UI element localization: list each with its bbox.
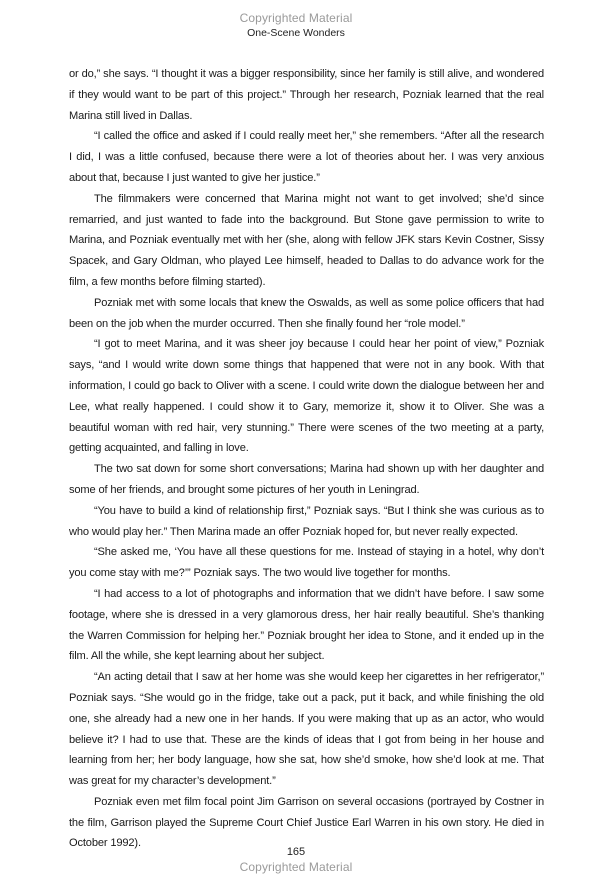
paragraph: Pozniak even met film focal point Jim Garrison on several occasions (portrayed by Costner in the film, Garrison played the Supreme Court Chief Justice Earl Warren in his own story. He died in October 1992). bbox=[69, 795, 544, 850]
body-text bbox=[69, 64, 544, 854]
paragraph: “I called the office and asked if I could really meet her,” she remembers. “After all the research I did, I was a little confused, because there were a lot of theories about her. I was very anxious about that, because I just wanted to give her justice.” bbox=[69, 130, 544, 184]
page-number: 165 bbox=[286, 846, 306, 858]
paragraph: “I got to meet Marina, and it was sheer joy because I could hear her point of view,” Pozniak says, “and I would write down some things that happened that were not in any book. With that information, I could go back to Oliver with a scene. I could write down the dialogue between her and Lee, what really happened. I could show it to Gary, memorize it, show it to Oliver. She was a beautiful woman with red hair, very stunning.” There were scenes of the two meeting at a party, getting acquainted, and falling in love. bbox=[69, 338, 544, 455]
paragraph: “You have to build a kind of relationship first,” Pozniak says. “But I think she was curious as to who would play her.” Then Marina made an offer Pozniak hoped for, but never really expected. bbox=[69, 504, 544, 538]
paragraph: “An acting detail that I saw at her home was she would keep her cigarettes in her refrigerator,” Pozniak says. “She would go in the fridge, take out a pack, put it back, and while finishing the old one, she already had a new one in her hands. If you were making that up as an actor, who would believe it? I had to use that. These are the kinds of ideas that I got from being in her house and learning from her; her body language, how she sat, how she’d smoke, how she’d look at me. That was great for my character’s development.” bbox=[69, 671, 544, 788]
paragraph: Pozniak met with some locals that knew the Oswalds, as well as some police officers that had been on the job when the murder occurred. Then she finally found her “role model.” bbox=[69, 296, 544, 330]
copyright-watermark-bottom: Copyrighted Material bbox=[239, 860, 353, 874]
paragraph: “She asked me, ‘You have all these questions for me. Instead of staying in a hotel, why don’t you come stay with me?’” Pozniak says. The two would live together for months. bbox=[69, 546, 544, 580]
paragraph: “I had access to a lot of photographs and information that we didn’t have before. I saw some footage, where she is dressed in a very glamorous dress, her hair really beautiful. She’s thanking the Warren Commission for helping her.” Pozniak brought her idea to Stone, and it ended up in the film. All the while, she kept learning about her subject. bbox=[69, 587, 544, 663]
running-head: One-Scene Wonders bbox=[247, 27, 345, 39]
paragraph: or do,” she says. “I thought it was a bigger responsibility, since her family is still alive, and wondered if they would want to be part of this project.” Through her research, Pozniak learned that the real Marina still lived in Dallas. bbox=[69, 68, 544, 122]
paragraph: The two sat down for some short conversations; Marina had shown up with her daughter and some of her friends, and brought some pictures of her youth in Leningrad. bbox=[69, 463, 544, 496]
copyright-watermark-top: Copyrighted Material bbox=[239, 11, 353, 25]
paragraph: The filmmakers were concerned that Marina might not want to get involved; she’d since remarried, and just wanted to fade into the background. But Stone gave permission to write to Marina, and Pozniak eventually met with her (she, along with fellow JFK stars Kevin Costner, Sissy Spacek, and Gary Oldman, who played Lee himself, headed to Dallas to do advance work for the film, a few months before filming started). bbox=[69, 192, 544, 288]
